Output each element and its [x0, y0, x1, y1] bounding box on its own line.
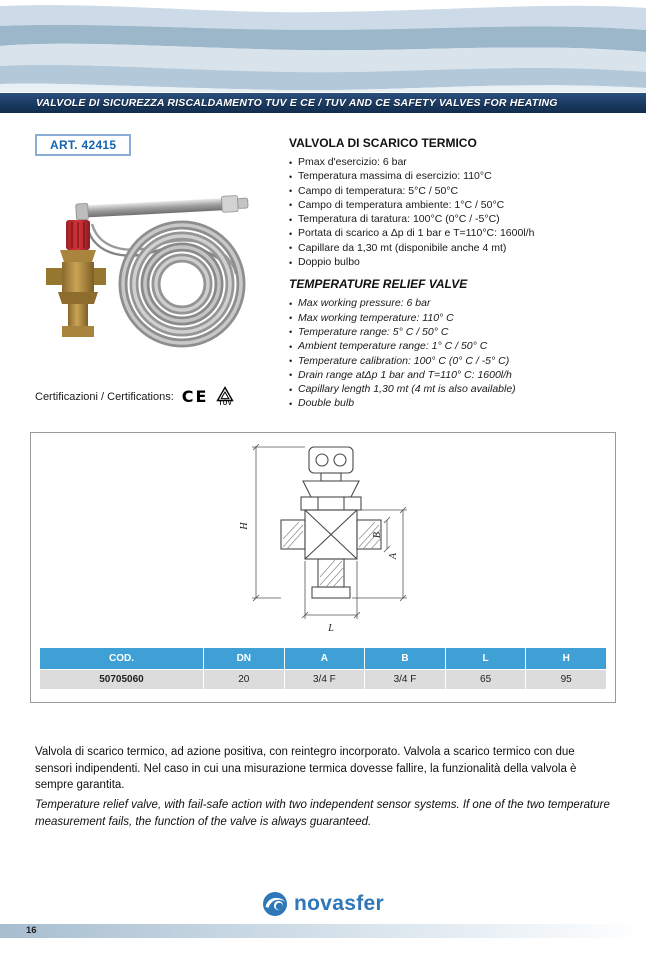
dim-label-l: L	[328, 623, 334, 634]
brand-logo	[0, 891, 646, 917]
technical-drawing-panel	[30, 432, 616, 703]
page-number: 16	[26, 925, 37, 936]
sensor-probe	[76, 195, 249, 220]
spec-item: • Temperature calibration: 100° C (0° C / -5° C)	[289, 354, 621, 368]
certifications-label: Certificazioni / Certifications:	[35, 390, 174, 403]
spec-item: • Temperature range: 5° C / 50° C	[289, 325, 621, 339]
table-cell: 50705060	[40, 670, 203, 689]
spec-item: • Doppio bulbo	[289, 255, 621, 269]
spec-item: • Campo di temperatura: 5°C / 50°C	[289, 184, 621, 198]
spec-item: • Capillare da 1,30 mt (disponibile anche 4 mt)	[289, 241, 621, 255]
table-header-cell: DN	[204, 648, 284, 669]
spec-item: • Portata di scarico a Δp di 1 bar e T=110°C: 1600l/h	[289, 226, 621, 240]
table-row	[40, 670, 606, 689]
table-header-cell: L	[446, 648, 526, 669]
dim-label-a: A	[388, 552, 399, 560]
spec-item: • Capillary length 1,30 mt (4 mt is also available)	[289, 382, 621, 396]
section-title-banner	[0, 93, 646, 113]
header-wave-decoration	[0, 0, 646, 92]
spec-item: • Temperatura massima di esercizio: 110°C	[289, 169, 621, 183]
spec-item: • Double bulb	[289, 396, 621, 410]
product-specs	[289, 136, 621, 411]
footer-bar	[0, 924, 646, 938]
dimensions-table	[39, 647, 607, 690]
section-title: VALVOLE DI SICUREZZA RISCALDAMENTO TUV E CE / TUV AND CE SAFETY VALVES FOR HEATING	[36, 97, 558, 109]
technical-drawing	[31, 439, 617, 644]
article-number: ART. 42415	[50, 138, 117, 152]
spec-item: • Max working temperature: 110° C	[289, 311, 621, 325]
table-cell: 20	[204, 670, 284, 689]
spec-item: • Ambient temperature range: 1° C / 50° C	[289, 339, 621, 353]
table-cell: 3/4 F	[365, 670, 445, 689]
brand-name: novasfer	[294, 892, 384, 915]
tuv-label: TÜV	[218, 401, 233, 407]
table-header-cell: COD.	[40, 648, 203, 669]
product-title-italian: VALVOLA DI SCARICO TERMICO	[289, 136, 477, 150]
tuv-logo	[216, 386, 234, 407]
table-header-cell: B	[365, 648, 445, 669]
spec-item: • Drain range atΔp 1 bar and T=110° C: 1600l/h	[289, 368, 621, 382]
ce-mark: CE	[181, 387, 209, 406]
valve-body	[46, 220, 106, 337]
spec-item: • Campo di temperatura ambiente: 1°C / 50°C	[289, 198, 621, 212]
table-cell: 95	[526, 670, 606, 689]
table-header-row	[40, 648, 606, 669]
dim-label-h: H	[239, 522, 250, 530]
table-header-cell: H	[526, 648, 606, 669]
description-italian: Valvola di scarico termico, ad azione positiva, con reintegro incorporato. Valvola a scarico termico con due sensori indipendenti. Nel caso in cui una misurazione termica dovesse fallire, la funzionalità della valvola è sempre garantita.	[35, 746, 577, 791]
article-number-badge	[35, 134, 131, 156]
spec-item: • Max working pressure: 6 bar	[289, 296, 621, 310]
tuv-triangle-icon	[216, 386, 234, 402]
capillary-coil	[123, 225, 241, 343]
spec-list-italian	[289, 155, 621, 269]
spec-list-english	[289, 296, 621, 410]
novasfer-logo-icon	[262, 891, 288, 917]
spec-item: • Temperatura di taratura: 100°C (0°C / -5°C)	[289, 212, 621, 226]
table-cell: 65	[446, 670, 526, 689]
table-cell: 3/4 F	[285, 670, 365, 689]
spec-item: • Pmax d'esercizio: 6 bar	[289, 155, 621, 169]
product-title-english: TEMPERATURE RELIEF VALVE	[289, 277, 468, 292]
table-header-cell: A	[285, 648, 365, 669]
product-photo	[42, 190, 266, 350]
description-english: Temperature relief valve, with fail-safe action with two independent sensor systems. If one of the two temperature measurement fails, the function of the valve is always guaranteed.	[35, 799, 610, 828]
dim-label-b: B	[372, 531, 383, 539]
certifications-row	[35, 386, 234, 407]
